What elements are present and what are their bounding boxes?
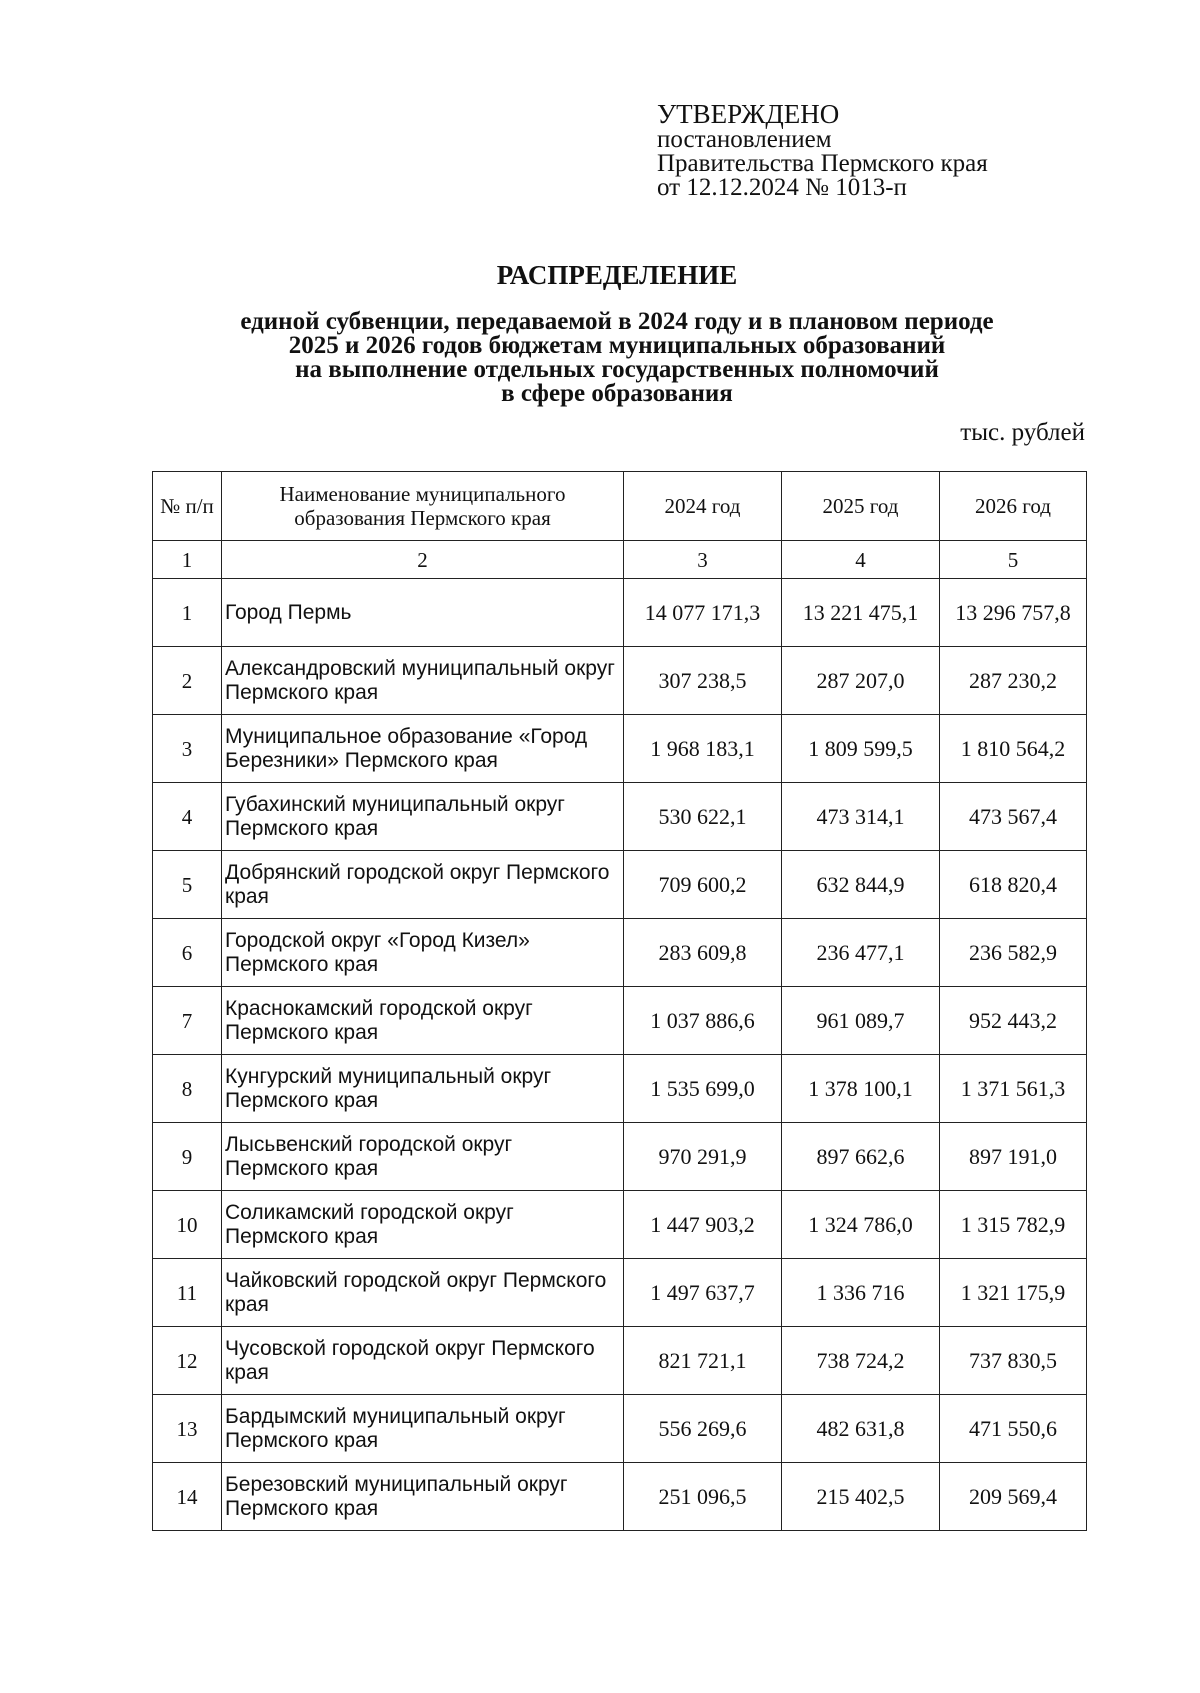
column-number: 2	[222, 541, 624, 579]
municipality-name: Муниципальное образование «Город Березники» Пермского края	[222, 715, 624, 783]
value-2025: 13 221 475,1	[782, 579, 940, 647]
municipality-name: Городской округ «Город Кизел» Пермского края	[222, 919, 624, 987]
value-2026: 1 315 782,9	[940, 1191, 1087, 1259]
value-2026: 897 191,0	[940, 1123, 1087, 1191]
table-row	[153, 1191, 1087, 1259]
approval-line: Правительства Пермского края	[657, 150, 988, 177]
municipality-name: Соликамский городской округ Пермского края	[222, 1191, 624, 1259]
value-2024: 1 447 903,2	[624, 1191, 782, 1259]
row-number: 2	[153, 647, 222, 715]
value-2025: 215 402,5	[782, 1463, 940, 1531]
value-2025: 1 324 786,0	[782, 1191, 940, 1259]
value-2024: 530 622,1	[624, 783, 782, 851]
approval-title: УТВЕРЖДЕНО	[657, 99, 840, 129]
table-row	[153, 1395, 1087, 1463]
municipality-name: Александровский муниципальный округ Пермского края	[222, 647, 624, 715]
table-row	[153, 851, 1087, 919]
municipality-name: Губахинский муниципальный округ Пермского края	[222, 783, 624, 851]
value-2026: 1 810 564,2	[940, 715, 1087, 783]
value-2024: 1 968 183,1	[624, 715, 782, 783]
table-row	[153, 579, 1087, 647]
table-row	[153, 1327, 1087, 1395]
subtitle-line: в сфере образования	[501, 380, 733, 407]
value-2025: 1 378 100,1	[782, 1055, 940, 1123]
distribution-table	[152, 471, 1087, 1531]
table-row	[153, 783, 1087, 851]
header-2024: 2024 год	[624, 472, 782, 541]
value-2024: 1 497 637,7	[624, 1259, 782, 1327]
value-2024: 307 238,5	[624, 647, 782, 715]
value-2025: 1 809 599,5	[782, 715, 940, 783]
row-number: 10	[153, 1191, 222, 1259]
header-2025: 2025 год	[782, 472, 940, 541]
municipality-name: Бардымский муниципальный округ Пермского края	[222, 1395, 624, 1463]
value-2024: 1 037 886,6	[624, 987, 782, 1055]
value-2026: 471 550,6	[940, 1395, 1087, 1463]
value-2025: 287 207,0	[782, 647, 940, 715]
municipality-name: Кунгурский муниципальный округ Пермского края	[222, 1055, 624, 1123]
value-2024: 1 535 699,0	[624, 1055, 782, 1123]
row-number: 14	[153, 1463, 222, 1531]
table-header-row	[153, 472, 1087, 541]
header-num: № п/п	[153, 472, 222, 541]
value-2026: 737 830,5	[940, 1327, 1087, 1395]
column-number: 4	[782, 541, 940, 579]
table-row	[153, 1123, 1087, 1191]
column-number: 1	[153, 541, 222, 579]
row-number: 9	[153, 1123, 222, 1191]
row-number: 6	[153, 919, 222, 987]
value-2025: 961 089,7	[782, 987, 940, 1055]
row-number: 1	[153, 579, 222, 647]
value-2026: 473 567,4	[940, 783, 1087, 851]
value-2025: 236 477,1	[782, 919, 940, 987]
column-number: 3	[624, 541, 782, 579]
row-number: 3	[153, 715, 222, 783]
units-label: тыс. рублей	[960, 419, 1085, 446]
document-title: РАСПРЕДЕЛЕНИЕ	[496, 260, 738, 290]
approval-line: постановлением	[657, 126, 832, 153]
value-2024: 970 291,9	[624, 1123, 782, 1191]
value-2025: 738 724,2	[782, 1327, 940, 1395]
row-number: 4	[153, 783, 222, 851]
approval-line: от 12.12.2024 № 1013-п	[657, 174, 907, 201]
table-row	[153, 647, 1087, 715]
subtitle-line: на выполнение отдельных государственных полномочий	[295, 356, 939, 383]
table-row	[153, 1055, 1087, 1123]
row-number: 12	[153, 1327, 222, 1395]
value-2025: 473 314,1	[782, 783, 940, 851]
table-row	[153, 987, 1087, 1055]
value-2024: 14 077 171,3	[624, 579, 782, 647]
value-2025: 1 336 716	[782, 1259, 940, 1327]
subtitle-line: единой субвенции, передаваемой в 2024 году и в плановом периоде	[240, 308, 994, 335]
approval-stamp	[657, 100, 988, 200]
table-row	[153, 1259, 1087, 1327]
municipality-name: Город Пермь	[222, 579, 624, 647]
row-number: 8	[153, 1055, 222, 1123]
row-number: 5	[153, 851, 222, 919]
header-name: Наименование муниципального образования Пермского края	[222, 472, 624, 541]
value-2026: 287 230,2	[940, 647, 1087, 715]
subtitle-line: 2025 и 2026 годов бюджетам муниципальных образований	[288, 332, 946, 359]
municipality-name: Лысьвенский городской округ Пермского края	[222, 1123, 624, 1191]
row-number: 13	[153, 1395, 222, 1463]
table-row	[153, 1463, 1087, 1531]
value-2024: 556 269,6	[624, 1395, 782, 1463]
value-2025: 632 844,9	[782, 851, 940, 919]
column-number-row	[153, 541, 1087, 579]
value-2026: 1 371 561,3	[940, 1055, 1087, 1123]
value-2025: 482 631,8	[782, 1395, 940, 1463]
value-2025: 897 662,6	[782, 1123, 940, 1191]
header-2026: 2026 год	[940, 472, 1087, 541]
column-number: 5	[940, 541, 1087, 579]
value-2024: 251 096,5	[624, 1463, 782, 1531]
municipality-name: Чусовской городской округ Пермского края	[222, 1327, 624, 1395]
document-subtitle	[0, 310, 1200, 406]
row-number: 7	[153, 987, 222, 1055]
value-2024: 821 721,1	[624, 1327, 782, 1395]
value-2026: 1 321 175,9	[940, 1259, 1087, 1327]
municipality-name: Краснокамский городской округ Пермского края	[222, 987, 624, 1055]
municipality-name: Березовский муниципальный округ Пермского края	[222, 1463, 624, 1531]
value-2024: 283 609,8	[624, 919, 782, 987]
value-2026: 618 820,4	[940, 851, 1087, 919]
municipality-name: Добрянский городской округ Пермского края	[222, 851, 624, 919]
row-number: 11	[153, 1259, 222, 1327]
document-heading	[0, 260, 1200, 406]
table-row	[153, 715, 1087, 783]
table-row	[153, 919, 1087, 987]
value-2026: 209 569,4	[940, 1463, 1087, 1531]
municipality-name: Чайковский городской округ Пермского края	[222, 1259, 624, 1327]
value-2024: 709 600,2	[624, 851, 782, 919]
value-2026: 952 443,2	[940, 987, 1087, 1055]
value-2026: 13 296 757,8	[940, 579, 1087, 647]
value-2026: 236 582,9	[940, 919, 1087, 987]
